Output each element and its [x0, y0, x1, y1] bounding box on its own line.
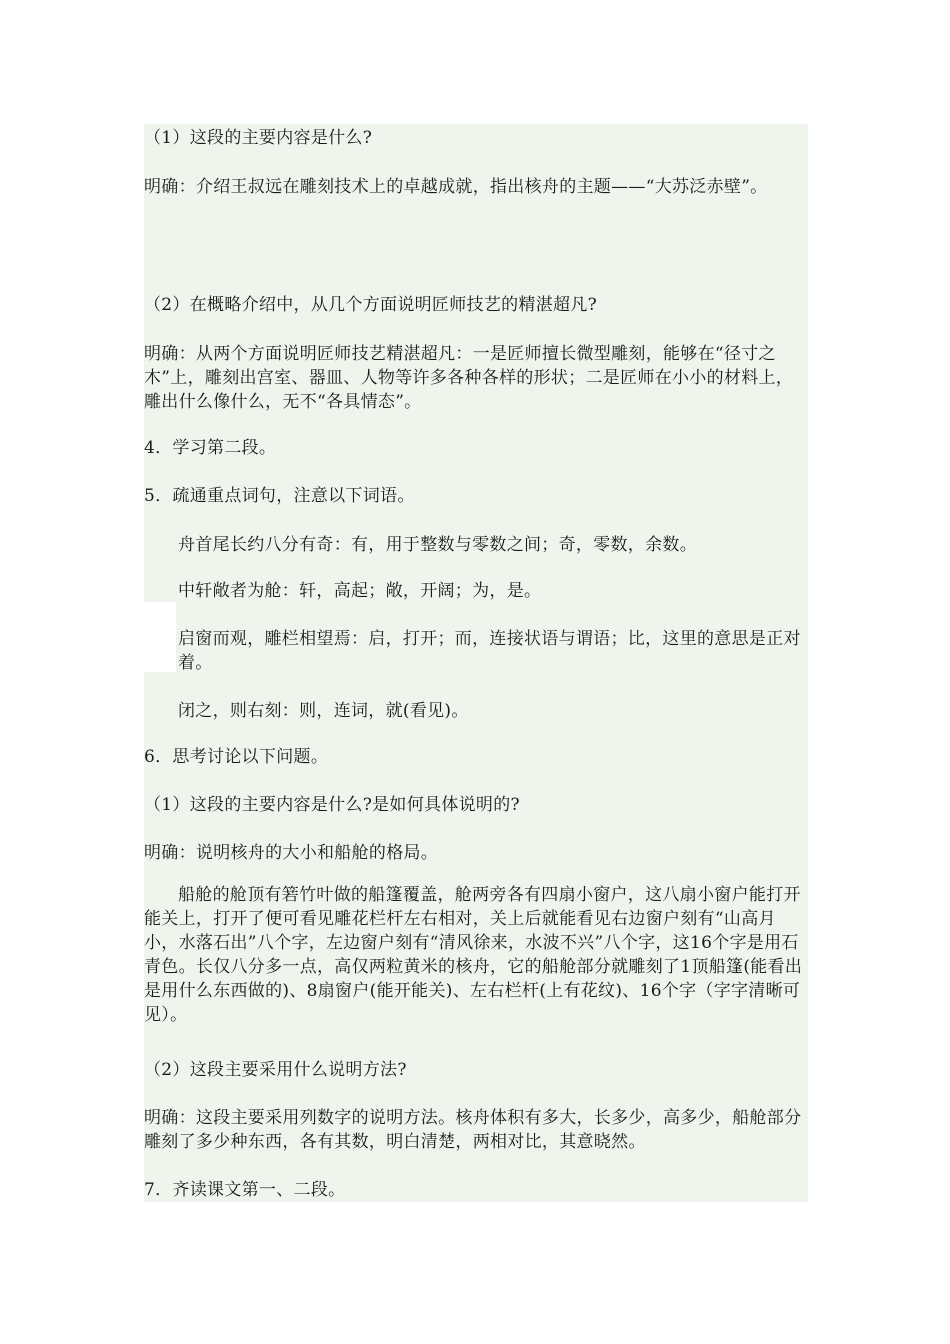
- question-2: （2）在概略介绍中，从几个方面说明匠师技艺的精湛超凡?: [144, 295, 598, 315]
- answer-2: 明确：从两个方面说明匠师技艺精湛超凡：一是匠师擅长微型雕刻，能够在“径寸之木”上，雕刻出宫室、器皿、人物等许多各种各样的形状；二是匠师在小小的材料上，雕出什么像什么，无不“各具情态”。: [144, 344, 794, 412]
- answer-1: 明确：介绍王叔远在雕刻技术上的卓越成就，指出核舟的主题——“大苏泛赤壁”。: [144, 177, 768, 197]
- question-4: （2）这段主要采用什么说明方法?: [144, 1060, 407, 1080]
- word-note-3: 启窗而观，雕栏相望焉：启，打开；而，连接状语与谓语；比，这里的意思是正对着。: [178, 629, 801, 673]
- answer-3: 明确：说明核舟的大小和船舱的格局。: [144, 843, 439, 863]
- question-1: （1）这段的主要内容是什么?: [144, 128, 373, 148]
- word-note-1: 舟首尾长约八分有奇：有，用于整数与零数之间；奇，零数，余数。: [178, 535, 697, 555]
- step-7: 7．齐读课文第一、二段。: [144, 1180, 346, 1200]
- step-6: 6．思考讨论以下问题。: [144, 747, 329, 767]
- question-3: （1）这段的主要内容是什么?是如何具体说明的?: [144, 795, 520, 815]
- step-4: 4．学习第二段。: [144, 438, 277, 458]
- step-5: 5．疏通重点词句，注意以下词语。: [144, 486, 415, 506]
- panel-notch: [144, 602, 176, 672]
- answer-3-detail: 船舱的舱顶有箬竹叶做的船篷覆盖，舱两旁各有四扇小窗户，这八扇小窗户能打开能关上，打开了便可看见雕花栏杆左右相对，关上后就能看见右边窗户刻有“山高月小，水落石出”八个字，左边窗户刻有“清风徐来，水波不兴”八个字，这16个字是用石青色。长仅八分多一点，高仅两粒黄米的核舟，它的船舱部分就雕刻了1顶船篷(能看出是用什么东西做的)、8扇窗户(能开能关)、左右栏杆(上有花纹)、16个字（字字清晰可见）。: [144, 885, 803, 1025]
- word-note-2: 中轩敞者为舱：轩，高起；敞，开阔；为，是。: [178, 581, 542, 601]
- word-note-4: 闭之，则右刻：则，连词，就(看见)。: [178, 701, 469, 721]
- answer-4: 明确：这段主要采用列数字的说明方法。核舟体积有多大，长多少，高多少，船舱部分雕刻了多少种东西，各有其数，明白清楚，两相对比，其意晓然。: [144, 1108, 802, 1152]
